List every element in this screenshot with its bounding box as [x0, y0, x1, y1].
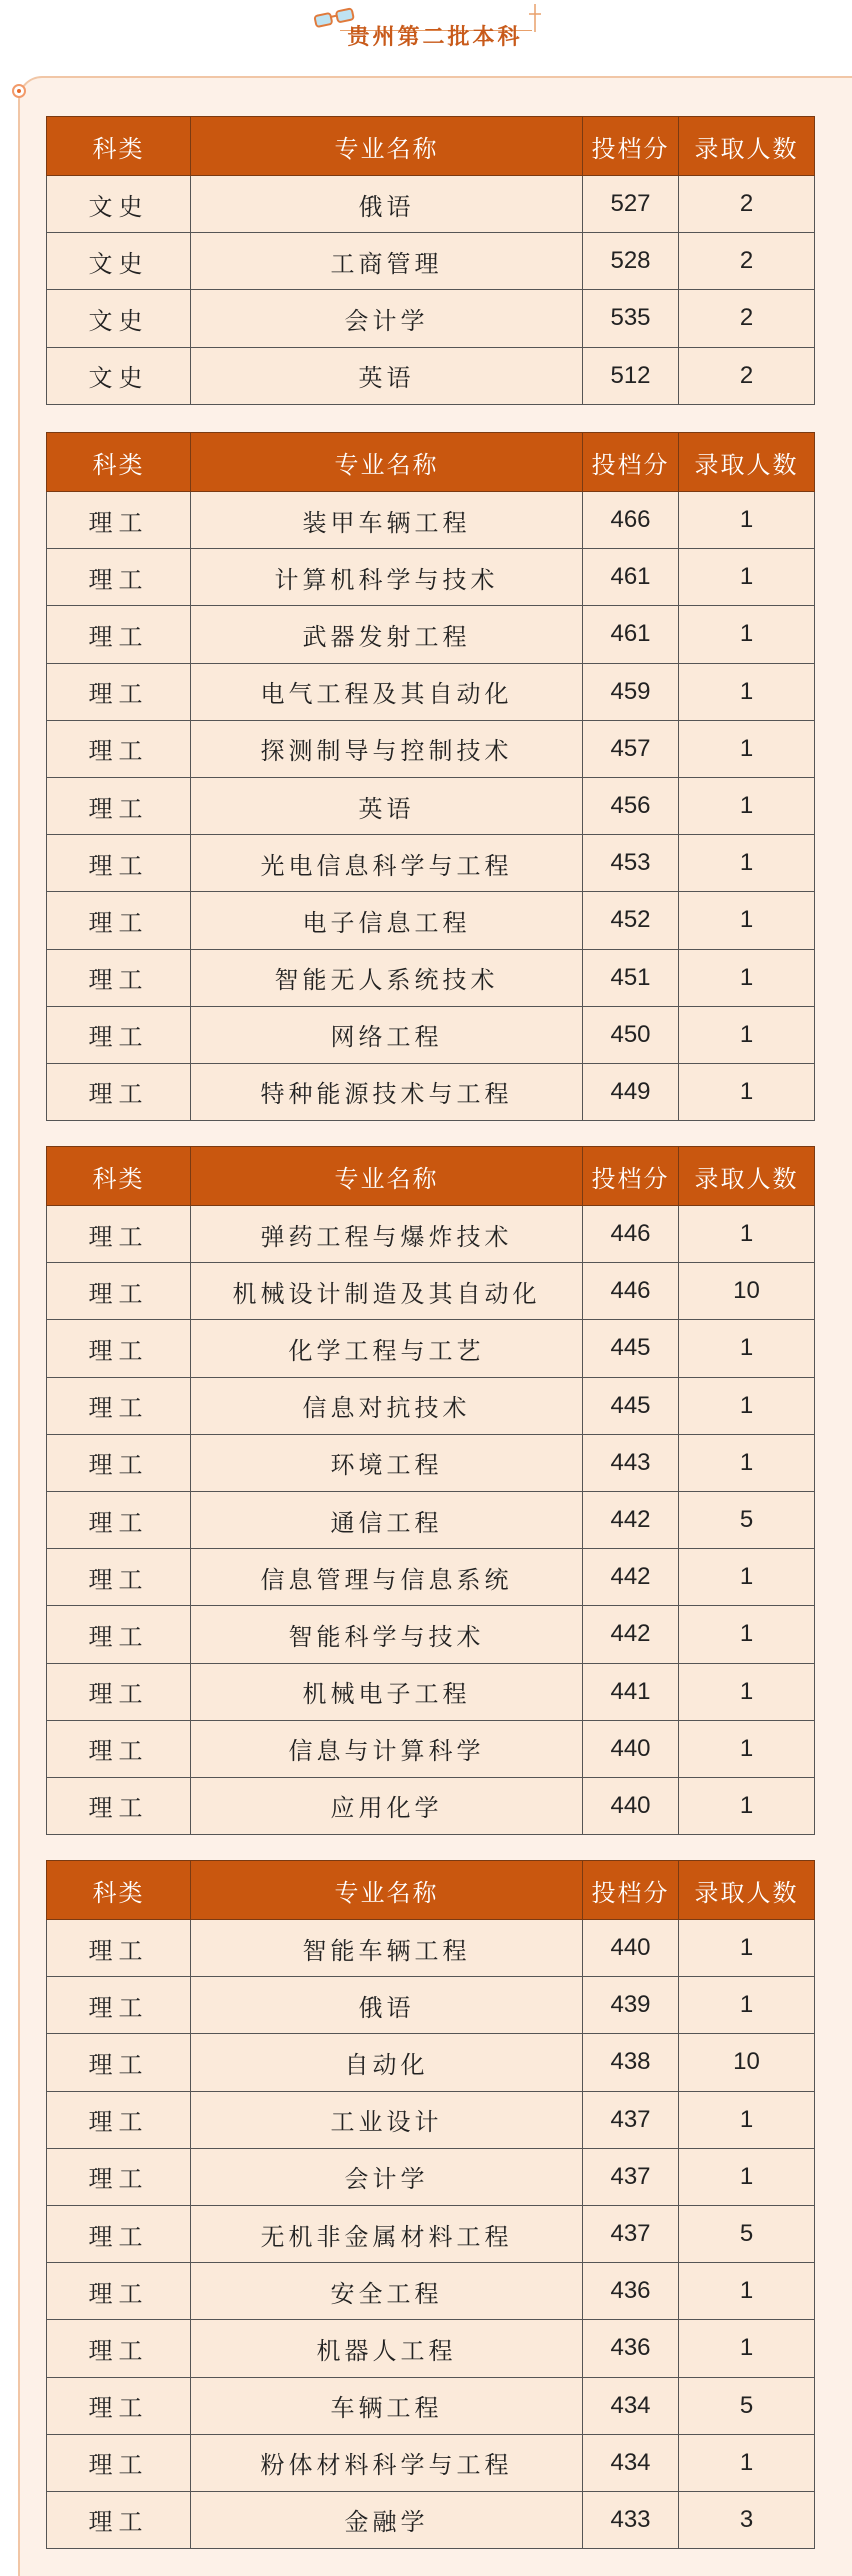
cell-category: 理工 — [47, 2434, 191, 2491]
cell-major: 网络工程 — [191, 1006, 583, 1063]
cell-major: 通信工程 — [191, 1491, 583, 1548]
header-category: 科类 — [47, 433, 191, 492]
cell-major: 车辆工程 — [191, 2377, 583, 2434]
table-row — [47, 892, 815, 949]
cell-major: 弹药工程与爆炸技术 — [191, 1206, 583, 1263]
cell-category: 理工 — [47, 1606, 191, 1663]
cell-score: 446 — [583, 1206, 679, 1263]
cell-admitted: 5 — [679, 1491, 815, 1548]
cell-major: 金融学 — [191, 2491, 583, 2548]
cell-category: 理工 — [47, 1720, 191, 1777]
cell-score: 436 — [583, 2320, 679, 2377]
table-row — [47, 1320, 815, 1377]
table-row — [47, 2091, 815, 2148]
table-row — [47, 1377, 815, 1434]
table-row — [47, 1491, 815, 1548]
admission-table — [46, 116, 815, 405]
cell-admitted: 1 — [679, 1206, 815, 1263]
cell-score: 466 — [583, 492, 679, 549]
cell-major: 机械电子工程 — [191, 1663, 583, 1720]
cell-major: 应用化学 — [191, 1777, 583, 1834]
table-header-row — [47, 1147, 815, 1206]
cell-score: 440 — [583, 1720, 679, 1777]
cell-category: 理工 — [47, 2320, 191, 2377]
cell-admitted: 1 — [679, 1606, 815, 1663]
admission-table — [46, 1860, 815, 2549]
header-major: 专业名称 — [191, 1147, 583, 1206]
cell-category: 理工 — [47, 549, 191, 606]
cell-major: 俄语 — [191, 176, 583, 233]
cell-score: 461 — [583, 606, 679, 663]
cell-score: 438 — [583, 2034, 679, 2091]
cell-category: 理工 — [47, 1206, 191, 1263]
cell-admitted: 5 — [679, 2377, 815, 2434]
table-row — [47, 1434, 815, 1491]
cell-category: 理工 — [47, 2148, 191, 2205]
cell-major: 光电信息科学与工程 — [191, 835, 583, 892]
cell-major: 粉体材料科学与工程 — [191, 2434, 583, 2491]
table-header-row — [47, 1861, 815, 1920]
table-header-row — [47, 433, 815, 492]
cell-admitted: 1 — [679, 1777, 815, 1834]
cell-major: 探测制导与控制技术 — [191, 720, 583, 777]
table-row — [47, 2205, 815, 2262]
cell-category: 理工 — [47, 492, 191, 549]
cell-score: 450 — [583, 1006, 679, 1063]
table-row — [47, 663, 815, 720]
header-score: 投档分 — [583, 117, 679, 176]
cell-score: 434 — [583, 2377, 679, 2434]
cell-category: 理工 — [47, 2263, 191, 2320]
cell-major: 信息与计算科学 — [191, 1720, 583, 1777]
cell-admitted: 1 — [679, 949, 815, 1006]
cell-admitted: 1 — [679, 1377, 815, 1434]
cell-category: 理工 — [47, 2377, 191, 2434]
table-row — [47, 1006, 815, 1063]
cell-score: 440 — [583, 1777, 679, 1834]
cell-admitted: 1 — [679, 1663, 815, 1720]
cell-major: 计算机科学与技术 — [191, 549, 583, 606]
title-pill — [330, 16, 540, 54]
table-row — [47, 233, 815, 290]
cell-category: 理工 — [47, 2491, 191, 2548]
table-row — [47, 347, 815, 404]
table-row — [47, 290, 815, 347]
cell-admitted: 1 — [679, 1920, 815, 1977]
cell-category: 理工 — [47, 1777, 191, 1834]
cell-category: 理工 — [47, 1549, 191, 1606]
cell-score: 440 — [583, 1920, 679, 1977]
table-row — [47, 1606, 815, 1663]
table-row — [47, 2148, 815, 2205]
cell-score: 449 — [583, 1063, 679, 1120]
cell-admitted: 1 — [679, 1549, 815, 1606]
cell-major: 自动化 — [191, 2034, 583, 2091]
cell-score: 436 — [583, 2263, 679, 2320]
table-row — [47, 777, 815, 834]
header-major: 专业名称 — [191, 433, 583, 492]
cell-admitted: 1 — [679, 1434, 815, 1491]
table-row — [47, 949, 815, 1006]
cell-major: 俄语 — [191, 1977, 583, 2034]
header-score: 投档分 — [583, 1147, 679, 1206]
cell-major: 化学工程与工艺 — [191, 1320, 583, 1377]
table-row — [47, 1663, 815, 1720]
header-category: 科类 — [47, 117, 191, 176]
cell-major: 智能科学与技术 — [191, 1606, 583, 1663]
page-title: 贵州第二批本科 — [347, 23, 523, 50]
cell-category: 理工 — [47, 720, 191, 777]
cell-admitted: 10 — [679, 1263, 815, 1320]
cell-major: 工业设计 — [191, 2091, 583, 2148]
cell-admitted: 1 — [679, 663, 815, 720]
cell-category: 文史 — [47, 347, 191, 404]
table-row — [47, 2434, 815, 2491]
table-row — [47, 492, 815, 549]
cell-score: 535 — [583, 290, 679, 347]
cell-category: 文史 — [47, 290, 191, 347]
cell-major: 特种能源技术与工程 — [191, 1063, 583, 1120]
header-score: 投档分 — [583, 433, 679, 492]
cell-admitted: 2 — [679, 176, 815, 233]
cell-admitted: 3 — [679, 2491, 815, 2548]
cell-score: 433 — [583, 2491, 679, 2548]
cell-category: 理工 — [47, 606, 191, 663]
table-row — [47, 549, 815, 606]
table-row — [47, 1063, 815, 1120]
cell-admitted: 1 — [679, 2091, 815, 2148]
table-row — [47, 1777, 815, 1834]
cell-major: 机器人工程 — [191, 2320, 583, 2377]
cell-major: 信息管理与信息系统 — [191, 1549, 583, 1606]
header-admitted: 录取人数 — [679, 1861, 815, 1920]
cell-score: 441 — [583, 1663, 679, 1720]
cell-score: 452 — [583, 892, 679, 949]
cell-major: 电子信息工程 — [191, 892, 583, 949]
cell-score: 453 — [583, 835, 679, 892]
cell-major: 装甲车辆工程 — [191, 492, 583, 549]
cell-score: 456 — [583, 777, 679, 834]
table-header-row — [47, 117, 815, 176]
cell-admitted: 1 — [679, 892, 815, 949]
cell-major: 武器发射工程 — [191, 606, 583, 663]
table-row — [47, 2320, 815, 2377]
cell-category: 理工 — [47, 1377, 191, 1434]
cell-admitted: 1 — [679, 492, 815, 549]
cell-score: 439 — [583, 1977, 679, 2034]
cell-score: 527 — [583, 176, 679, 233]
cell-admitted: 1 — [679, 1720, 815, 1777]
cell-major: 信息对抗技术 — [191, 1377, 583, 1434]
cell-major: 英语 — [191, 777, 583, 834]
table-row — [47, 2263, 815, 2320]
cell-admitted: 1 — [679, 1006, 815, 1063]
cell-category: 理工 — [47, 835, 191, 892]
table-row — [47, 720, 815, 777]
cell-admitted: 1 — [679, 2320, 815, 2377]
table-row — [47, 1549, 815, 1606]
cell-major: 无机非金属材料工程 — [191, 2205, 583, 2262]
cell-score: 442 — [583, 1549, 679, 1606]
table-row — [47, 2034, 815, 2091]
cell-category: 理工 — [47, 1320, 191, 1377]
admission-table — [46, 1146, 815, 1835]
cell-category: 理工 — [47, 1434, 191, 1491]
cell-category: 理工 — [47, 1063, 191, 1120]
cell-score: 528 — [583, 233, 679, 290]
cell-category: 理工 — [47, 2034, 191, 2091]
cell-major: 智能无人系统技术 — [191, 949, 583, 1006]
cell-major: 会计学 — [191, 290, 583, 347]
admission-table — [46, 432, 815, 1121]
cell-major: 会计学 — [191, 2148, 583, 2205]
cell-category: 理工 — [47, 777, 191, 834]
cell-major: 环境工程 — [191, 1434, 583, 1491]
table-row — [47, 1720, 815, 1777]
cell-admitted: 5 — [679, 2205, 815, 2262]
table-row — [47, 1920, 815, 1977]
cell-score: 457 — [583, 720, 679, 777]
cell-score: 451 — [583, 949, 679, 1006]
cell-category: 理工 — [47, 1977, 191, 2034]
cell-score: 434 — [583, 2434, 679, 2491]
cell-score: 443 — [583, 1434, 679, 1491]
header-admitted: 录取人数 — [679, 433, 815, 492]
cell-admitted: 2 — [679, 290, 815, 347]
header-score: 投档分 — [583, 1861, 679, 1920]
cell-major: 英语 — [191, 347, 583, 404]
cell-category: 理工 — [47, 2091, 191, 2148]
table-row — [47, 2491, 815, 2548]
cell-admitted: 10 — [679, 2034, 815, 2091]
cell-category: 理工 — [47, 1920, 191, 1977]
table-row — [47, 2377, 815, 2434]
cell-score: 445 — [583, 1320, 679, 1377]
table-row — [47, 606, 815, 663]
cell-admitted: 1 — [679, 1977, 815, 2034]
cell-major: 电气工程及其自动化 — [191, 663, 583, 720]
frame-dot-icon — [12, 84, 26, 98]
cell-category: 理工 — [47, 1663, 191, 1720]
cell-category: 理工 — [47, 892, 191, 949]
cell-admitted: 1 — [679, 2434, 815, 2491]
header-major: 专业名称 — [191, 1861, 583, 1920]
page-header — [0, 0, 852, 60]
cell-admitted: 1 — [679, 549, 815, 606]
cell-category: 理工 — [47, 1263, 191, 1320]
cell-category: 理工 — [47, 663, 191, 720]
cell-score: 445 — [583, 1377, 679, 1434]
cell-score: 437 — [583, 2148, 679, 2205]
header-major: 专业名称 — [191, 117, 583, 176]
cell-admitted: 1 — [679, 1320, 815, 1377]
table-row — [47, 1206, 815, 1263]
cell-score: 461 — [583, 549, 679, 606]
cell-category: 文史 — [47, 233, 191, 290]
cell-admitted: 1 — [679, 606, 815, 663]
header-admitted: 录取人数 — [679, 1147, 815, 1206]
table-row — [47, 1263, 815, 1320]
table-row — [47, 835, 815, 892]
table-row — [47, 1977, 815, 2034]
cell-score: 437 — [583, 2091, 679, 2148]
cell-category: 文史 — [47, 176, 191, 233]
header-category: 科类 — [47, 1147, 191, 1206]
cell-score: 512 — [583, 347, 679, 404]
cell-admitted: 1 — [679, 720, 815, 777]
cell-admitted: 1 — [679, 2263, 815, 2320]
cell-score: 459 — [583, 663, 679, 720]
cell-admitted: 1 — [679, 2148, 815, 2205]
cell-score: 442 — [583, 1491, 679, 1548]
cell-category: 理工 — [47, 1491, 191, 1548]
header-category: 科类 — [47, 1861, 191, 1920]
cell-admitted: 2 — [679, 233, 815, 290]
table-row — [47, 176, 815, 233]
cell-admitted: 2 — [679, 347, 815, 404]
cell-major: 安全工程 — [191, 2263, 583, 2320]
cell-score: 442 — [583, 1606, 679, 1663]
cell-category: 理工 — [47, 949, 191, 1006]
cell-category: 理工 — [47, 2205, 191, 2262]
cell-category: 理工 — [47, 1006, 191, 1063]
cell-admitted: 1 — [679, 1063, 815, 1120]
cell-score: 446 — [583, 1263, 679, 1320]
header-admitted: 录取人数 — [679, 117, 815, 176]
cell-major: 机械设计制造及其自动化 — [191, 1263, 583, 1320]
cell-admitted: 1 — [679, 777, 815, 834]
cell-score: 437 — [583, 2205, 679, 2262]
cell-major: 工商管理 — [191, 233, 583, 290]
cell-major: 智能车辆工程 — [191, 1920, 583, 1977]
cell-admitted: 1 — [679, 835, 815, 892]
